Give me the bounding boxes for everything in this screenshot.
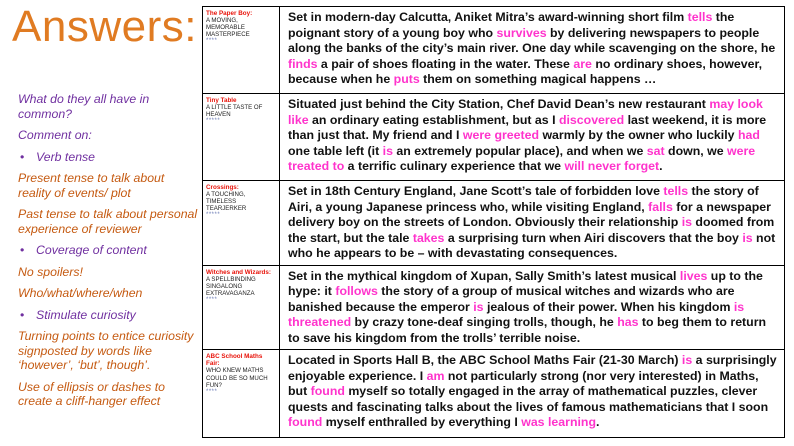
text-segment: .: [596, 415, 600, 429]
review-body-cell: [280, 265, 785, 350]
note-text: Stimulate curiosity: [36, 307, 136, 322]
text-segment: to beg them to return to save his kingdom from the trolls’ terrible noise.: [288, 315, 767, 345]
review-title: Crossings:: [206, 184, 239, 191]
highlighted-verb: follows: [335, 284, 378, 298]
text-segment: Situated just behind the City Station, Chef David Dean’s new restaurant: [288, 97, 710, 111]
review-stars: ****: [206, 38, 218, 45]
text-segment: a surprisingly enjoyable experience. I: [288, 353, 777, 383]
highlighted-verb: lives: [679, 268, 708, 283]
review-label-cell: [203, 265, 280, 350]
table-row: [203, 7, 785, 94]
text-segment: not who he appears to be – with devastating consequences.: [288, 230, 776, 260]
note-item: [18, 92, 198, 121]
note-item: [18, 171, 198, 200]
note-text: Past tense to talk about personal experience of reviewer: [18, 207, 198, 236]
highlighted-verb: tells: [687, 10, 713, 24]
review-label-cell: [203, 350, 280, 438]
review-title: The Paper Boy:: [206, 10, 253, 17]
highlighted-verb: is threatened: [288, 299, 745, 329]
text-segment: myself enthralled by everything I: [322, 415, 522, 429]
text-segment: Set in the mythical kingdom of Xupan, Sally Smith’s latest musical: [288, 268, 680, 283]
review-title: ABC School Maths Fair:: [206, 353, 263, 368]
highlighted-verb: found: [310, 384, 345, 398]
highlighted-verb: is: [742, 230, 753, 245]
text-segment: a terrific culinary experience that we: [344, 159, 565, 173]
review-tagline: A MOVING, MEMORABLE MASTERPIECE: [206, 17, 250, 39]
text-segment: a surprising turn when Airi discovers that the boy: [444, 230, 743, 245]
text-segment: .: [659, 159, 663, 173]
text-segment: for a newspaper delivery boy on the streets of London. Obviously their relationship: [288, 199, 771, 229]
note-item: [18, 128, 198, 143]
review-body-cell: [280, 7, 785, 94]
highlighted-verb: puts: [393, 72, 420, 86]
text-segment: last weekend, it is more than just that. My friend and I: [288, 112, 767, 142]
note-item: [18, 329, 198, 373]
text-segment: Set in modern-day Calcutta, Aniket Mitra’s award-winning short film: [288, 10, 688, 24]
review-body-cell: [280, 181, 785, 266]
text-segment: jealous of their power. When his kingdom: [483, 299, 734, 314]
note-text: Present tense to talk about reality of events/ plot: [18, 171, 165, 200]
text-segment: them on something magical happens …: [419, 72, 657, 86]
review-text: [288, 269, 777, 347]
note-text: No spoilers!: [18, 264, 83, 279]
highlighted-verb: may look like: [288, 97, 763, 127]
note-item: [18, 286, 198, 301]
text-segment: doomed from the start, but the tale: [288, 215, 775, 245]
note-item: [18, 243, 198, 258]
highlighted-verb: tells: [663, 184, 689, 198]
text-segment: not particularly strong (nor very interested) in Maths, but: [288, 368, 759, 398]
text-segment: by delivering newspapers to people along the banks of the city’s main river. One day while scavenging on the shore, he: [288, 25, 776, 55]
reviews-table: [202, 6, 785, 438]
table-row: [203, 181, 785, 266]
review-label-cell: [203, 7, 280, 94]
note-text: What do they all have in common?: [18, 92, 150, 121]
highlighted-verb: were treated to: [288, 143, 756, 173]
note-text: Turning points to entice curiosity signposted by words like ‘however’, ‘but’, though’.: [18, 329, 194, 372]
text-segment: the story of Airi, a young Japanese princess who, while visiting England,: [288, 184, 759, 214]
table-row: [203, 265, 785, 350]
highlighted-verb: will never forget: [564, 159, 660, 173]
table-row: [203, 350, 785, 438]
review-label-cell: [203, 181, 280, 266]
note-item: [18, 150, 198, 165]
note-item: [18, 207, 198, 236]
text-segment: by crazy tone-deaf singing trolls, though, he: [351, 315, 618, 329]
highlighted-verb: takes: [412, 230, 445, 245]
highlighted-verb: finds: [288, 56, 318, 71]
highlighted-verb: survives: [496, 25, 547, 40]
review-body-cell: [280, 94, 785, 181]
highlighted-verb: was learning: [521, 415, 596, 429]
text-segment: the story of a group of musical witches and wizards who are banished because the emperor: [288, 284, 735, 314]
text-segment: an extremely popular place), and when we: [392, 143, 647, 158]
review-tagline: WHO KNEW MATHS COULD BE SO MUCH FUN?: [206, 367, 268, 389]
highlighted-verb: discovered: [558, 112, 625, 127]
note-item: [18, 265, 198, 280]
text-segment: up to the hype: it: [288, 268, 763, 298]
review-title: Tiny Table: [206, 97, 237, 104]
note-text: Coverage of content: [36, 243, 147, 257]
highlighted-verb: am: [426, 368, 445, 383]
highlighted-verb: found: [288, 415, 323, 429]
note-text: Comment on:: [18, 128, 92, 142]
review-title: Witches and Wizards:: [206, 268, 271, 276]
highlighted-verb: has: [617, 315, 639, 329]
text-segment: no ordinary shoes, however, because when he: [288, 56, 763, 86]
note-text: Use of ellipsis or dashes to create a cliff-hanger effect: [18, 379, 165, 408]
review-body-cell: [280, 350, 785, 438]
highlighted-verb: falls: [648, 199, 673, 214]
text-segment: warmly by the owner who luckily: [539, 128, 738, 142]
highlighted-verb: is: [681, 353, 693, 367]
highlighted-verb: is: [473, 299, 484, 314]
text-segment: Located in Sports Hall B, the ABC School Maths Fair (21-30 March): [288, 353, 682, 367]
highlighted-verb: is: [681, 215, 692, 229]
review-tagline: A SPELLBINDING SINGALONG EXTRAVAGANZA: [206, 275, 256, 297]
review-stars: *****: [206, 212, 221, 219]
highlighted-verb: are: [573, 56, 592, 71]
page-title: Answers:: [12, 2, 197, 51]
highlighted-verb: sat: [646, 143, 665, 158]
text-segment: one table left (it: [288, 143, 383, 158]
text-segment: Set in 18th Century England, Jane Scott’s tale of forbidden love: [288, 184, 664, 198]
note-text: Verb tense: [36, 149, 96, 164]
highlighted-verb: is: [382, 143, 393, 158]
text-segment: an ordinary eating establishment, but as I: [308, 112, 559, 127]
text-segment: myself so totally engaged in the array of mathematical puzzles, clever quests and fascinating talks about the lives of famous mathematicians that I soon: [288, 384, 769, 414]
review-label-cell: [203, 94, 280, 181]
text-segment: down, we: [664, 143, 727, 158]
highlighted-verb: were greeted: [462, 128, 540, 142]
review-text: [288, 10, 777, 88]
review-text: [288, 353, 777, 431]
discussion-notes: [18, 92, 198, 416]
note-text: Who/what/where/when: [18, 286, 143, 300]
table-row: [203, 94, 785, 181]
review-text: [288, 184, 777, 262]
review-tagline: A LITTLE TASTE OF HEAVEN: [206, 104, 263, 119]
text-segment: a pair of shoes floating in the water. These: [317, 56, 574, 71]
review-stars: ****: [206, 296, 218, 303]
review-tagline: A TOUCHING, TIMELESS TEARJERKER: [206, 191, 247, 213]
highlighted-verb: had: [737, 128, 760, 142]
text-segment: the poignant story of a young boy who: [288, 10, 735, 40]
review-stars: ****: [206, 388, 218, 395]
review-stars: *****: [206, 118, 221, 125]
review-text: [288, 97, 777, 175]
note-item: [18, 380, 198, 409]
note-item: [18, 308, 198, 323]
